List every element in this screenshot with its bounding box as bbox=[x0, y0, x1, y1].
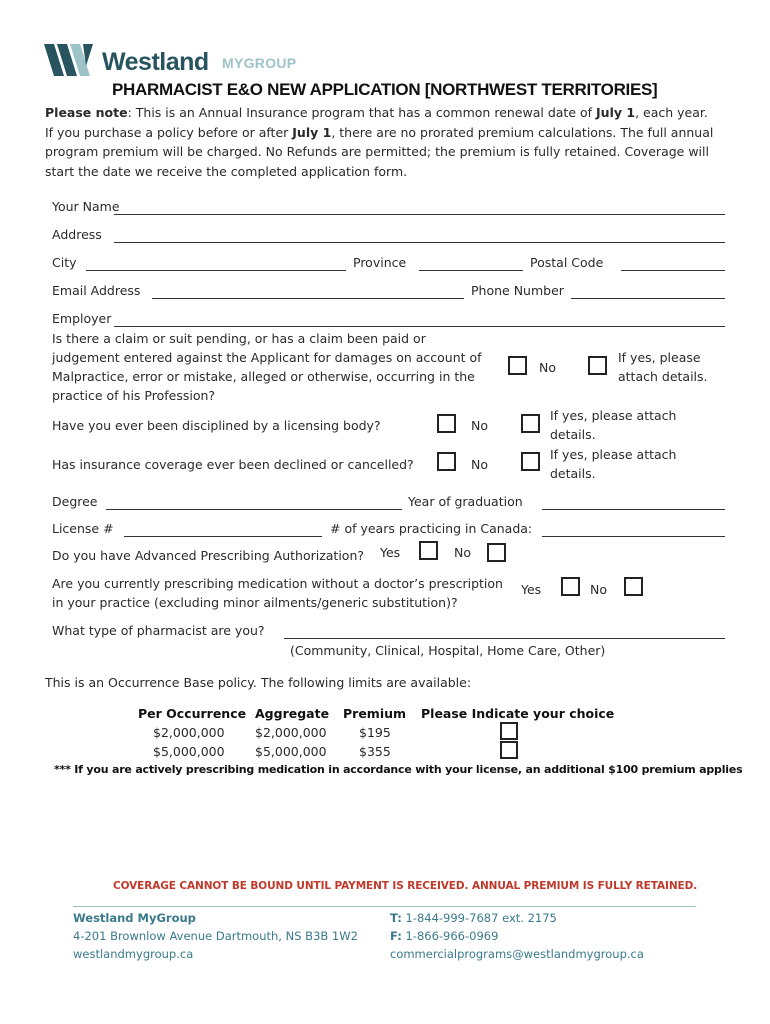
intro-paragraph bbox=[45, 103, 715, 181]
declined-yes-label-2: details. bbox=[550, 466, 596, 481]
city-label: City bbox=[52, 255, 77, 270]
address-field[interactable] bbox=[114, 242, 725, 243]
postal-code-label: Postal Code bbox=[530, 255, 604, 270]
advanced-prescribing-question: Do you have Advanced Prescribing Authorization? bbox=[52, 548, 365, 563]
advanced-no-label: No bbox=[454, 545, 471, 560]
pharmacist-type-question: What type of pharmacist are you? bbox=[52, 623, 265, 638]
phone-field[interactable] bbox=[571, 298, 725, 299]
row1-per-occurrence: $2,000,000 bbox=[153, 725, 225, 740]
province-field[interactable] bbox=[419, 270, 523, 271]
row2-aggregate: $5,000,000 bbox=[255, 744, 327, 759]
your-name-label: Your Name bbox=[52, 199, 120, 214]
year-graduation-label: Year of graduation bbox=[408, 494, 523, 509]
declined-no-checkbox[interactable] bbox=[437, 452, 456, 471]
footer-fax-number: 1-866-966-0969 bbox=[405, 929, 499, 943]
city-field[interactable] bbox=[86, 270, 346, 271]
footer-fax bbox=[390, 927, 498, 945]
row1-aggregate: $2,000,000 bbox=[255, 725, 327, 740]
header-choice: Please Indicate your choice bbox=[421, 706, 615, 721]
row2-per-occurrence: $5,000,000 bbox=[153, 744, 225, 759]
year-graduation-field[interactable] bbox=[542, 509, 725, 510]
employer-label: Employer bbox=[52, 311, 112, 326]
postal-code-field[interactable] bbox=[621, 270, 725, 271]
claim-no-checkbox[interactable] bbox=[508, 356, 527, 375]
header-premium: Premium bbox=[343, 706, 407, 721]
premium-note: *** If you are actively prescribing medication in accordance with your license, an additional $100 premium applies bbox=[54, 763, 743, 776]
footer-website[interactable]: westlandmygroup.ca bbox=[73, 947, 194, 961]
intro-date-2: July 1 bbox=[292, 124, 332, 140]
row2-premium: $355 bbox=[359, 744, 391, 759]
intro-text-2: , each year. If you purchase a policy before or after bbox=[45, 105, 708, 140]
disciplined-no-checkbox[interactable] bbox=[437, 414, 456, 433]
footer-phone bbox=[390, 909, 557, 927]
declined-yes-checkbox[interactable] bbox=[521, 452, 540, 471]
footer-address: 4-201 Brownlow Avenue Dartmouth, NS B3B 1W2 bbox=[73, 929, 358, 943]
advanced-yes-label: Yes bbox=[380, 545, 401, 560]
footer-email[interactable]: commercialprograms@westlandmygroup.ca bbox=[390, 947, 644, 961]
disciplined-question: Have you ever been disciplined by a licensing body? bbox=[52, 418, 381, 433]
license-label: License # bbox=[52, 521, 114, 536]
province-label: Province bbox=[353, 255, 407, 270]
years-practicing-field[interactable] bbox=[542, 536, 725, 537]
prescribing-question-line-2: in your practice (excluding minor ailments/generic substitution)? bbox=[52, 595, 458, 610]
header-per-occurrence: Per Occurrence bbox=[138, 706, 247, 721]
claim-yes-checkbox[interactable] bbox=[588, 356, 607, 375]
disciplined-yes-label-1: If yes, please attach bbox=[550, 408, 677, 423]
disciplined-no-label: No bbox=[471, 418, 488, 433]
footer-phone-label: T: bbox=[390, 911, 402, 925]
footer-fax-label: F: bbox=[390, 929, 402, 943]
header-aggregate: Aggregate bbox=[255, 706, 330, 721]
intro-date-1: July 1 bbox=[596, 105, 636, 120]
footer-divider bbox=[73, 906, 696, 907]
email-field[interactable] bbox=[152, 298, 464, 299]
advanced-yes-checkbox[interactable] bbox=[419, 541, 438, 560]
footer-company: Westland MyGroup bbox=[73, 911, 196, 925]
address-label: Address bbox=[52, 227, 102, 242]
pharmacist-type-hint: (Community, Clinical, Hospital, Home Care, Other) bbox=[290, 643, 606, 658]
claim-yes-label-1: If yes, please bbox=[618, 350, 701, 365]
intro-text-1: : This is an Annual Insurance program that has a common renewal date of bbox=[127, 105, 597, 120]
prescribing-no-label: No bbox=[590, 582, 607, 597]
email-label: Email Address bbox=[52, 283, 141, 298]
footer-phone-number[interactable]: 1-844-999-7687 ext. 2175 bbox=[405, 911, 557, 925]
limits-intro: This is an Occurrence Base policy. The following limits are available: bbox=[45, 675, 472, 690]
license-field[interactable] bbox=[124, 536, 322, 537]
westland-logo-icon bbox=[44, 44, 96, 76]
claim-question-line-2: judgement entered against the Applicant for damages on account of bbox=[52, 350, 482, 365]
phone-label: Phone Number bbox=[471, 283, 564, 298]
disciplined-yes-label-2: details. bbox=[550, 427, 596, 442]
claim-question-line-3: Malpractice, error or mistake, alleged or otherwise, occurring in the bbox=[52, 369, 475, 384]
prescribing-yes-checkbox[interactable] bbox=[561, 577, 580, 596]
row2-choice-checkbox[interactable] bbox=[500, 741, 518, 759]
years-practicing-label: # of years practicing in Canada: bbox=[330, 521, 533, 536]
advanced-no-checkbox[interactable] bbox=[487, 543, 506, 562]
brand-sub: MYGROUP bbox=[222, 55, 297, 71]
intro-text-3: , there are no prorated premium calculations. The full annual program premium will be charged. No Refunds are permitted; the premium is fully retained. Coverage will start the date we receive the completed application form. bbox=[45, 124, 714, 179]
declined-yes-label-1: If yes, please attach bbox=[550, 447, 677, 462]
degree-field[interactable] bbox=[106, 509, 402, 510]
payment-warning: COVERAGE CANNOT BE BOUND UNTIL PAYMENT IS RECEIVED. ANNUAL PREMIUM IS FULLY RETAINED. bbox=[113, 880, 698, 892]
declined-no-label: No bbox=[471, 457, 488, 472]
brand-name: Westland bbox=[102, 48, 209, 76]
claim-question-line-4: practice of his Profession? bbox=[52, 388, 216, 403]
claim-question-line-1: Is there a claim or suit pending, or has a claim been paid or bbox=[52, 331, 426, 346]
prescribing-yes-label: Yes bbox=[521, 582, 542, 597]
disciplined-yes-checkbox[interactable] bbox=[521, 414, 540, 433]
note-label: Please note bbox=[45, 105, 128, 120]
prescribing-question-line-1: Are you currently prescribing medication without a doctor’s prescription bbox=[52, 576, 503, 591]
declined-question: Has insurance coverage ever been declined or cancelled? bbox=[52, 457, 414, 472]
pharmacist-type-field[interactable] bbox=[284, 638, 725, 639]
your-name-field[interactable] bbox=[114, 214, 725, 215]
page-title: PHARMACIST E&O NEW APPLICATION [NORTHWEST TERRITORIES] bbox=[112, 80, 658, 99]
claim-no-label: No bbox=[539, 360, 556, 375]
prescribing-no-checkbox[interactable] bbox=[624, 577, 643, 596]
row1-premium: $195 bbox=[359, 725, 391, 740]
claim-yes-label-2: attach details. bbox=[618, 369, 708, 384]
row1-choice-checkbox[interactable] bbox=[500, 722, 518, 740]
degree-label: Degree bbox=[52, 494, 98, 509]
employer-field[interactable] bbox=[114, 326, 725, 327]
